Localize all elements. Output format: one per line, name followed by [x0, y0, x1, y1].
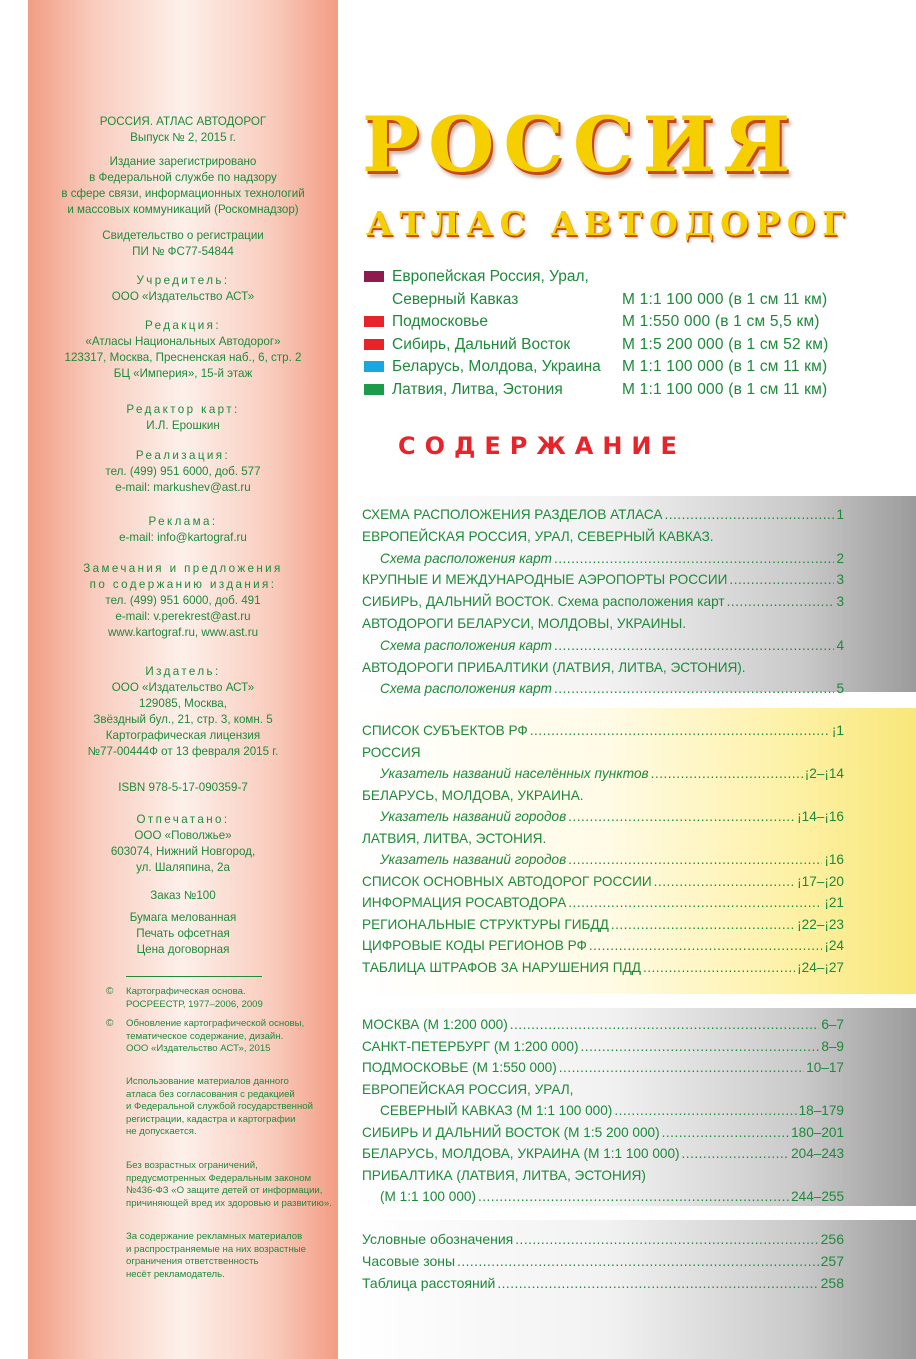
legend-row [364, 289, 854, 312]
toc-page-number: ¡16 [824, 852, 844, 867]
toc-entry-title: Схема расположения карт [380, 637, 552, 653]
toc-entry[interactable] [362, 1014, 844, 1036]
atlas-subtitle: АТЛАС АВТОДОРОГ [366, 204, 852, 243]
toc-page-number: ¡21 [824, 895, 844, 910]
toc-entry[interactable] [362, 613, 844, 635]
copyright-note-1: © Картографическая основа. РОСРЕЕСТР, 1977–2006, 2009 [106, 986, 263, 1010]
imprint-certificate: Свидетельство о регистрации ПИ № ФС77-54844 [102, 229, 264, 258]
imprint-ads: Реклама: e-mail: info@kartograf.ru [119, 515, 247, 544]
toc-entry[interactable] [362, 720, 844, 742]
legend-swatch [364, 271, 384, 282]
toc-leader-dots [611, 914, 795, 936]
legend-scale: М 1:1 100 000 (в 1 см 11 км) [622, 380, 828, 398]
legend-region: Европейская Россия, Урал, [392, 268, 589, 285]
toc-page-number: ¡2–¡14 [804, 766, 844, 781]
toc-page-number: 256 [820, 1231, 844, 1247]
toc-page-number: ¡17–¡20 [797, 873, 844, 889]
toc-entry[interactable] [362, 569, 844, 591]
imprint-paper: Бумага мелованная Печать офсетная Цена договорная [129, 911, 237, 956]
toc-entry-title: Указатель названий населённых пунктов [380, 766, 649, 781]
toc-page-number: 4 [836, 637, 844, 653]
legal-age: Без возрастных ограничений, предусмотренных Федеральным законом №436-ФЗ «О защите детей от информации, причиняющей вред их здоровью и развитию». [126, 1160, 332, 1209]
toc-entry-title: Схема расположения карт [380, 550, 552, 566]
toc-leader-dots [554, 678, 834, 700]
toc-entry[interactable] [362, 1079, 844, 1101]
toc-entry-title: Схема расположения карт [380, 681, 552, 697]
legend-row [364, 266, 854, 289]
toc-page-number: 180–201 [791, 1124, 844, 1140]
toc-page-number: ¡24–¡27 [797, 959, 844, 975]
imprint-feedback: Замечания и предложения по содержанию издания: тел. (499) 951 6000, доб. 491 e-mail: v.perekrest@ast.ru www.kartograf.ru, www.ast.ru [83, 562, 283, 639]
legend-scale: М 1:1 100 000 (в 1 см 11 км) [622, 290, 828, 308]
toc-entry[interactable] [362, 678, 844, 700]
toc-page-number: 244–255 [791, 1189, 844, 1204]
toc-entry[interactable] [362, 635, 844, 657]
toc-entry[interactable] [362, 849, 844, 871]
toc-entry-title: СИБИРЬ И ДАЛЬНИЙ ВОСТОК (М 1:5 200 000) [362, 1124, 660, 1140]
toc-entry[interactable] [362, 742, 844, 764]
toc-entry[interactable] [362, 1143, 844, 1165]
toc-entry[interactable] [362, 763, 844, 785]
toc-entry[interactable] [362, 914, 844, 936]
toc-leader-dots [581, 1036, 820, 1058]
toc-page-number: 6–7 [821, 1017, 844, 1032]
toc-page-number: 3 [836, 594, 844, 610]
imprint-registration: Издание зарегистрировано в Федеральной службе по надзору в сфере связи, информационных технологий и массовых коммуникаций (Роскомнадзор) [61, 155, 305, 216]
toc-entry[interactable] [362, 548, 844, 570]
copyright-icon: © [106, 986, 114, 997]
copyright-icon: © [106, 1018, 114, 1029]
toc-leader-dots [729, 569, 834, 591]
toc-entry-title: ПРИБАЛТИКА (ЛАТВИЯ, ЛИТВА, ЭСТОНИЯ) [362, 1167, 646, 1183]
toc-entry[interactable] [362, 1122, 844, 1144]
toc-entry-title: МОСКВА (М 1:200 000) [362, 1017, 508, 1032]
legend-swatch [364, 339, 384, 350]
toc-page-number: 257 [820, 1253, 844, 1269]
toc-entry-title: СПИСОК ОСНОВНЫХ АВТОДОРОГ РОССИИ [362, 873, 652, 889]
legend-region: Подмосковье [392, 313, 488, 331]
imprint-editorial: Редакция: «Атласы Национальных Автодорог» 123317, Москва, Пресненская наб., 6, стр. 2 БЦ «Империя», 15-й этаж [64, 319, 302, 380]
toc-entry-title: ИНФОРМАЦИЯ РОСАВТОДОРА [362, 895, 567, 910]
toc-entry[interactable] [362, 1250, 844, 1272]
toc-entry[interactable] [362, 957, 844, 979]
toc-entry-title: ЕВРОПЕЙСКАЯ РОССИЯ, УРАЛ, [362, 1081, 574, 1097]
toc-entry-title: ЦИФРОВЫЕ КОДЫ РЕГИОНОВ РФ [362, 938, 587, 953]
toc-entry[interactable] [362, 1057, 844, 1079]
imprint-printed: Отпечатано: ООО «Поволжье» 603074, Нижний Новгород, ул. Шаляпина, 2а [110, 813, 256, 874]
toc-entry-title: ПОДМОСКОВЬЕ (М 1:550 000) [362, 1060, 557, 1075]
contents-heading: СОДЕРЖАНИЕ [398, 432, 686, 460]
toc-leader-dots [568, 849, 822, 871]
legend-row [364, 334, 854, 357]
toc-entry[interactable] [362, 1228, 844, 1250]
toc-entry[interactable] [362, 1272, 844, 1294]
legend-scale: М 1:550 000 (в 1 см 5,5 км) [622, 313, 820, 331]
toc-entry-title: ЕВРОПЕЙСКАЯ РОССИЯ, УРАЛ, СЕВЕРНЫЙ КАВКАЗ. [362, 528, 714, 544]
toc-entry[interactable] [362, 1036, 844, 1058]
toc-page-number: 3 [836, 572, 844, 588]
copyright-note-2: © Обновление картографической основы, тематическое содержание, дизайн. ООО «Издательство АСТ», 2015 [106, 1018, 305, 1055]
toc-entry[interactable] [362, 871, 844, 893]
legend-swatch [364, 361, 384, 372]
toc-entry-title: Таблица расстояний [362, 1275, 496, 1291]
toc-leader-dots [554, 635, 834, 657]
imprint-isbn: ISBN 978-5-17-090359-7 [118, 781, 248, 794]
toc-page-number: 18–179 [798, 1103, 844, 1118]
legend-scale: М 1:1 100 000 (в 1 см 11 км) [622, 358, 828, 376]
legend-region: Латвия, Литва, Эстония [392, 380, 563, 398]
toc-entry-title: КРУПНЫЕ И МЕЖДУНАРОДНЫЕ АЭРОПОРТЫ РОССИИ [362, 572, 728, 588]
toc-leader-dots [554, 548, 834, 570]
toc-leader-dots [651, 763, 803, 785]
toc-page-number: ¡14–¡16 [797, 809, 844, 824]
toc-entry-title: Указатель названий городов [380, 809, 567, 824]
legend-row [364, 379, 854, 402]
toc-entry[interactable] [362, 806, 844, 828]
imprint-map-editor: Редактор карт: И.Л. Ерошкин [126, 403, 240, 432]
toc-entry-title: ЛАТВИЯ, ЛИТВА, ЭСТОНИЯ. [362, 830, 547, 846]
toc-leader-dots [568, 806, 795, 828]
toc-panel-maps [352, 1008, 916, 1206]
toc-leader-dots [559, 1057, 804, 1079]
toc-page-number: 10–17 [806, 1060, 844, 1075]
toc-panel-schemes [352, 496, 916, 697]
toc-entry-title: АВТОДОРОГИ БЕЛАРУСИ, МОЛДОВЫ, УКРАИНЫ. [362, 615, 687, 631]
toc-entry-title: СХЕМА РАСПОЛОЖЕНИЯ РАЗДЕЛОВ АТЛАСА [362, 507, 663, 522]
atlas-title: РОССИЯ [362, 100, 800, 189]
toc-leader-dots [614, 1100, 796, 1122]
toc-entry-title: РОССИЯ [362, 744, 421, 760]
toc-leader-dots [478, 1186, 789, 1208]
toc-page-number: 8–9 [821, 1038, 844, 1054]
toc-leader-dots [530, 720, 830, 742]
toc-page-number: 204–243 [791, 1146, 844, 1161]
toc-entry-title: ТАБЛИЦА ШТРАФОВ ЗА НАРУШЕНИЯ ПДД [362, 959, 641, 975]
toc-page-number: 1 [836, 507, 844, 522]
toc-leader-dots [510, 1014, 820, 1036]
legend-region: Сибирь, Дальний Восток [392, 335, 571, 353]
toc-entry[interactable] [362, 1165, 844, 1187]
legend-region: Северный Кавказ [392, 290, 519, 308]
toc-entry[interactable] [362, 504, 844, 526]
toc-leader-dots [664, 504, 834, 526]
toc-entry-title: Указатель названий городов [380, 852, 567, 867]
legend-row [364, 356, 854, 379]
toc-entry-title: Часовые зоны [362, 1253, 456, 1269]
toc-leader-dots [589, 935, 823, 957]
legal-ads: За содержание рекламных материалов и распространяемые на них возрастные ограничения ответственность несёт рекламодатель. [126, 1231, 306, 1280]
toc-leader-dots [568, 892, 822, 914]
imprint-column [28, 0, 338, 1359]
imprint-founder: Учредитель: ООО «Издательство АСТ» [111, 274, 255, 303]
toc-page-number: 2 [836, 550, 844, 566]
imprint-publisher: Издатель: ООО «Издательство АСТ» 129085, Москва, Звёздный бул., 21, стр. 3, комн. 5 Картографическая лицензия №77-00444Ф от 13 февраля 2015 г. [87, 665, 279, 758]
toc-leader-dots [643, 957, 795, 979]
toc-entry-title: СЕВЕРНЫЙ КАВКАЗ (М 1:1 100 000) [380, 1103, 613, 1118]
toc-entry-title: БЕЛАРУСЬ, МОЛДОВА, УКРАИНА. [362, 787, 584, 803]
legal-usage: Использование материалов данного атласа без согласования с редакцией и Федеральной службой государственной регистрации, кадастра и картографии не допускается. [126, 1076, 313, 1138]
toc-entry[interactable] [362, 1100, 844, 1122]
toc-entry-title: АВТОДОРОГИ ПРИБАЛТИКИ (ЛАТВИЯ, ЛИТВА, ЭСТОНИЯ). [362, 659, 746, 675]
toc-entry[interactable] [362, 591, 844, 613]
toc-leader-dots [497, 1273, 818, 1295]
toc-entry-title: (М 1:1 100 000) [380, 1189, 476, 1204]
toc-entry[interactable] [362, 526, 844, 548]
toc-entry-title: БЕЛАРУСЬ, МОЛДОВА, УКРАИНА (М 1:1 100 000) [362, 1146, 680, 1161]
toc-entry-title: САНКТ-ПЕТЕРБУРГ (М 1:200 000) [362, 1038, 579, 1054]
toc-leader-dots [457, 1251, 819, 1273]
toc-page-number: ¡1 [831, 723, 844, 738]
legend-swatch [364, 316, 384, 327]
toc-entry[interactable] [362, 935, 844, 957]
toc-page-number: 258 [820, 1275, 844, 1291]
toc-entry[interactable] [362, 828, 844, 850]
toc-leader-dots [515, 1229, 818, 1251]
toc-leader-dots [654, 871, 795, 893]
toc-page-number: ¡22–¡23 [797, 916, 844, 932]
imprint-edition: РОССИЯ. АТЛАС АВТОДОРОГ Выпуск № 2, 2015 г. [99, 115, 267, 144]
toc-panel-indexes [352, 708, 916, 994]
legend-region: Беларусь, Молдова, Украина [392, 358, 601, 376]
imprint-sales: Реализация: тел. (499) 951 6000, доб. 577 e-mail: markushev@ast.ru [105, 449, 261, 494]
toc-leader-dots [727, 591, 835, 613]
toc-leader-dots [682, 1143, 790, 1165]
toc-entry[interactable] [362, 785, 844, 807]
toc-panel-appendix [352, 1220, 916, 1359]
imprint-order: Заказ №100 [150, 889, 216, 902]
imprint-divider [126, 976, 262, 977]
toc-entry-title: Условные обозначения [362, 1231, 514, 1247]
toc-page-number: 5 [836, 681, 844, 697]
toc-entry-title: РЕГИОНАЛЬНЫЕ СТРУКТУРЫ ГИБДД [362, 916, 609, 932]
toc-entry-title: СПИСОК СУБЪЕКТОВ РФ [362, 723, 528, 738]
legend-swatch [364, 384, 384, 395]
legend-scale: М 1:5 200 000 (в 1 см 52 км) [622, 335, 829, 353]
toc-entry[interactable] [362, 1186, 844, 1208]
scale-legend [364, 266, 854, 402]
toc-leader-dots [662, 1122, 789, 1144]
toc-entry-title: СИБИРЬ, ДАЛЬНИЙ ВОСТОК. Схема расположения карт [362, 594, 725, 610]
toc-entry[interactable] [362, 657, 844, 679]
legend-row [364, 311, 854, 334]
toc-entry[interactable] [362, 892, 844, 914]
toc-page-number: ¡24 [824, 938, 844, 953]
